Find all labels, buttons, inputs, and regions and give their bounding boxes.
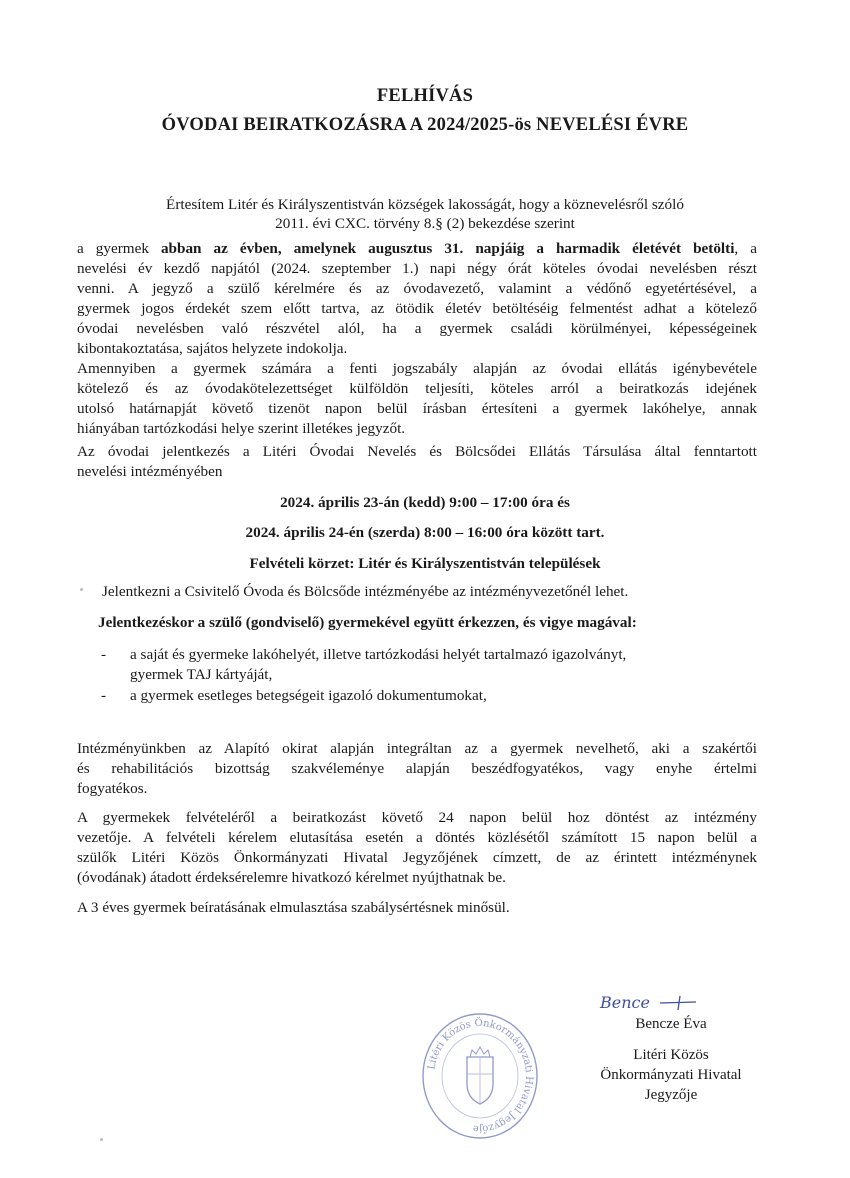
crown-icon (470, 1047, 490, 1057)
abroad-line: utolsó határnapját követő tizenöt napon belül írásban értesíteni a gyermek lakóhelye, annak (77, 400, 757, 417)
registration-location: Jelentkezni a Csivitelő Óvoda és Bölcsőde intézményébe az intézményvezetőnél lehet. (102, 583, 629, 600)
decision-line: (óvodának) átadott érdeksérelemre hivatkozó kérelmet nyújthatnak be. (77, 869, 506, 886)
intro-line-emphasis: a gyermek abban az évben, amelynek augusztus 31. napjáig a harmadik életévét betölti, a (77, 240, 757, 257)
signatory-office: Litéri Közös (633, 1047, 709, 1063)
intro-line: nevelési év kezdő napjától (2024. szeptember 1.) napi négy órát köteles óvodai nevelésben részt (77, 260, 757, 277)
list-item: a saját és gyermeke lakóhelyét, illetve tartózkodási helyét tartalmazó igazolványt, (130, 646, 627, 663)
intro-line: 2011. évi CXC. törvény 8.§ (2) bekezdése szerint (275, 215, 575, 232)
intro-line: gyermek jogos érdekét szem előtt tartva, az ötödik életév betöltéséig felmentést adhat a kötelező (77, 300, 757, 317)
document-title: FELHÍVÁS (376, 86, 474, 106)
list-bullet: - (101, 687, 107, 704)
scan-speck (100, 1138, 103, 1141)
decision-line: vezetője. A felvételi kérelem elutasítása esetén a döntés közlésétől számított 15 napon belül a (77, 829, 757, 846)
official-stamp (420, 1012, 540, 1140)
signatory-office: Önkormányzati Hivatal (600, 1067, 742, 1083)
penalty-note: A 3 éves gyermek beíratásának elmulasztása szabálysértésnek minősül. (77, 899, 510, 916)
integration-line: fogyatékos. (77, 780, 148, 797)
signatory-name: Bencze Éva (635, 1016, 707, 1032)
abroad-line: kötelező és az óvodakötelezettséget külföldön teljesíti, köteles arról a beiratkozás idejének (77, 380, 757, 397)
list-bullet: - (101, 646, 107, 663)
list-item-continued: gyermek TAJ kártyáját, (130, 666, 273, 683)
documents-heading: Jelentkezéskor a szülő (gondviselő) gyermekével együtt érkezzen, és vigye magával: (98, 614, 637, 631)
intro-line: venni. A jegyző a szülő kérelmére és az óvodavezető, valamint a védőnő egyetértésével, a (77, 280, 757, 297)
document-subtitle: ÓVODAI BEIRATKOZÁSRA A 2024/2025-ös NEVELÉSI ÉVRE (161, 115, 689, 135)
registration-line: Az óvodai jelentkezés a Litéri Óvodai Nevelés és Bölcsődei Ellátás Társulása által fenntartott (77, 443, 757, 460)
decision-line: szülők Litéri Közös Önkormányzati Hivatal Jegyzőjének címzett, de az érintett intézménynek (77, 849, 757, 866)
list-item: a gyermek esetleges betegségeit igazoló dokumentumokat, (130, 687, 487, 704)
abroad-line: Amennyiben a gyermek számára a fenti jogszabály alapján az óvodai ellátás igénybevétele (77, 360, 757, 377)
registration-date-2: 2024. április 24-én (szerda) 8:00 – 16:00 óra között tart. (245, 524, 605, 541)
signature-flourish (660, 996, 696, 1010)
intro-line: Értesítem Litér és Királyszentistván községek lakosságát, hogy a köznevelésről szóló (166, 196, 684, 213)
intro-line: kibontakoztatása, sajátos helyzete indokolja. (77, 340, 348, 357)
decision-line: A gyermekek felvételéről a beiratkozást követő 24 napon belül hoz döntést az intézmény (77, 809, 757, 826)
registration-date-1: 2024. április 23-án (kedd) 9:00 – 17:00 óra és (280, 494, 570, 511)
registration-line: nevelési intézményében (77, 463, 223, 480)
signatory-office: Jegyzője (644, 1087, 698, 1103)
integration-line: és rehabilitációs bizottság szakvéleménye alapján beszédfogyatékos, vagy enyhe értelmi (77, 760, 757, 777)
stamp-text: Litéri Közös Önkormányzati Hivatal Jegyzője (426, 1017, 535, 1135)
admission-district: Felvételi körzet: Litér és Királyszentistván települések (249, 555, 601, 572)
signature-scribble: Bence (600, 993, 650, 1012)
handwritten-signature (598, 990, 708, 1016)
integration-line: Intézményünkben az Alapító okirat alapján integráltan az a gyermek nevelhető, aki a szakértői (77, 740, 757, 757)
intro-line: óvodai nevelésben való részvétel alól, ha a gyermek családi körülményei, képességeinek (77, 320, 757, 337)
scan-speck (80, 588, 83, 591)
abroad-line: hiányában tartózkodási helye szerint illetékes jegyzőt. (77, 420, 406, 437)
